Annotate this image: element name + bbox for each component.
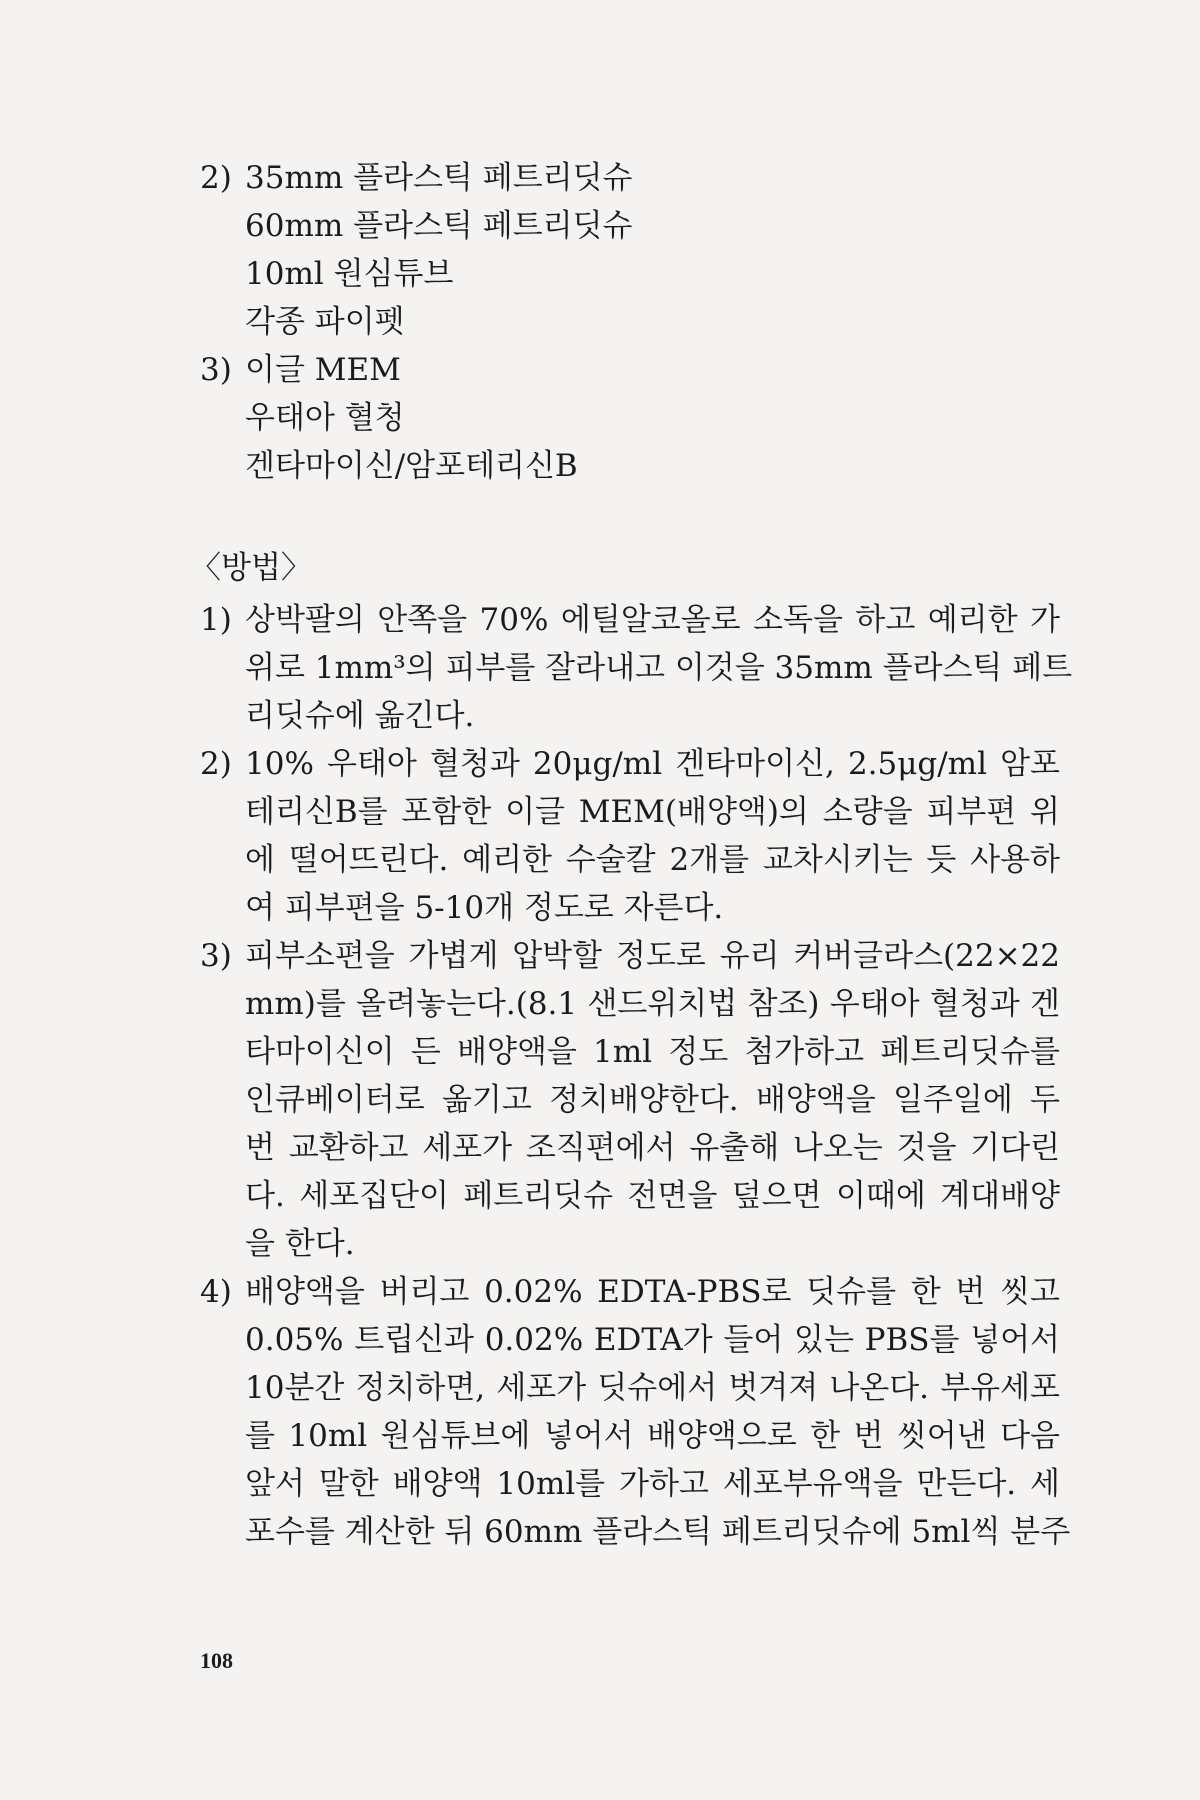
- method-heading: 〈방법〉: [190, 550, 312, 586]
- step-3-line: 타마이신이 든 배양액을 1ml 정도 첨가하고 페트리딧슈를: [245, 1034, 1060, 1070]
- step-3-line: mm)를 올려놓는다.(8.1 샌드위치법 참조) 우태아 혈청과 겐: [245, 986, 1060, 1022]
- materials-item-2-number: 2): [200, 160, 232, 196]
- step-1-line: 상박팔의 안쪽을 70% 에틸알코올로 소독을 하고 예리한 가: [245, 602, 1060, 638]
- step-3-line: 을 한다.: [245, 1226, 355, 1262]
- step-4-line: 0.05% 트립신과 0.02% EDTA가 들어 있는 PBS를 넣어서: [245, 1322, 1060, 1358]
- step-1-line: 리딧슈에 옮긴다.: [245, 698, 475, 734]
- step-2-line: 10% 우태아 혈청과 20μg/ml 겐타마이신, 2.5μg/ml 암포: [245, 746, 1060, 782]
- step-4-line: 10분간 정치하면, 세포가 딧슈에서 벗겨져 나온다. 부유세포: [245, 1370, 1060, 1406]
- step-4-number: 4): [200, 1274, 232, 1310]
- step-3-line: 번 교환하고 세포가 조직편에서 유출해 나오는 것을 기다린: [245, 1130, 1060, 1166]
- step-2-line: 에 떨어뜨린다. 예리한 수술칼 2개를 교차시키는 듯 사용하: [245, 842, 1060, 878]
- materials-line: 우태아 혈청: [245, 400, 405, 436]
- step-3-line: 인큐베이터로 옮기고 정치배양한다. 배양액을 일주일에 두: [245, 1082, 1060, 1118]
- materials-line: 각종 파이펫: [245, 304, 405, 340]
- materials-item-3-number: 3): [200, 352, 232, 388]
- step-4-line: 포수를 계산한 뒤 60mm 플라스틱 페트리딧슈에 5ml씩 분주: [245, 1514, 1071, 1550]
- materials-line: 60mm 플라스틱 페트리딧슈: [245, 208, 633, 244]
- step-4-line: 앞서 말한 배양액 10ml를 가하고 세포부유액을 만든다. 세: [245, 1466, 1060, 1502]
- page-number: 108: [200, 1648, 233, 1673]
- step-1-line: 위로 1mm³의 피부를 잘라내고 이것을 35mm 플라스틱 페트: [245, 650, 1073, 686]
- step-3-number: 3): [200, 938, 232, 974]
- step-4-line: 배양액을 버리고 0.02% EDTA-PBS로 딧슈를 한 번 씻고: [245, 1274, 1060, 1310]
- step-2-number: 2): [200, 746, 232, 782]
- materials-line: 이글 MEM: [245, 352, 401, 388]
- step-1-number: 1): [200, 602, 232, 638]
- step-4-line: 를 10ml 원심튜브에 넣어서 배양액으로 한 번 씻어낸 다음: [245, 1418, 1060, 1454]
- step-3-line: 피부소편을 가볍게 압박할 정도로 유리 커버글라스(22×22: [245, 938, 1060, 974]
- step-2-line: 테리신B를 포함한 이글 MEM(배양액)의 소량을 피부편 위: [245, 794, 1060, 830]
- materials-line: 35mm 플라스틱 페트리딧슈: [245, 160, 633, 196]
- step-3-line: 다. 세포집단이 페트리딧슈 전면을 덮으면 이때에 계대배양: [245, 1178, 1060, 1214]
- materials-line: 겐타마이신/암포테리신B: [245, 448, 578, 484]
- step-2-line: 여 피부편을 5-10개 정도로 자른다.: [245, 890, 724, 926]
- materials-line: 10ml 원심튜브: [245, 256, 454, 292]
